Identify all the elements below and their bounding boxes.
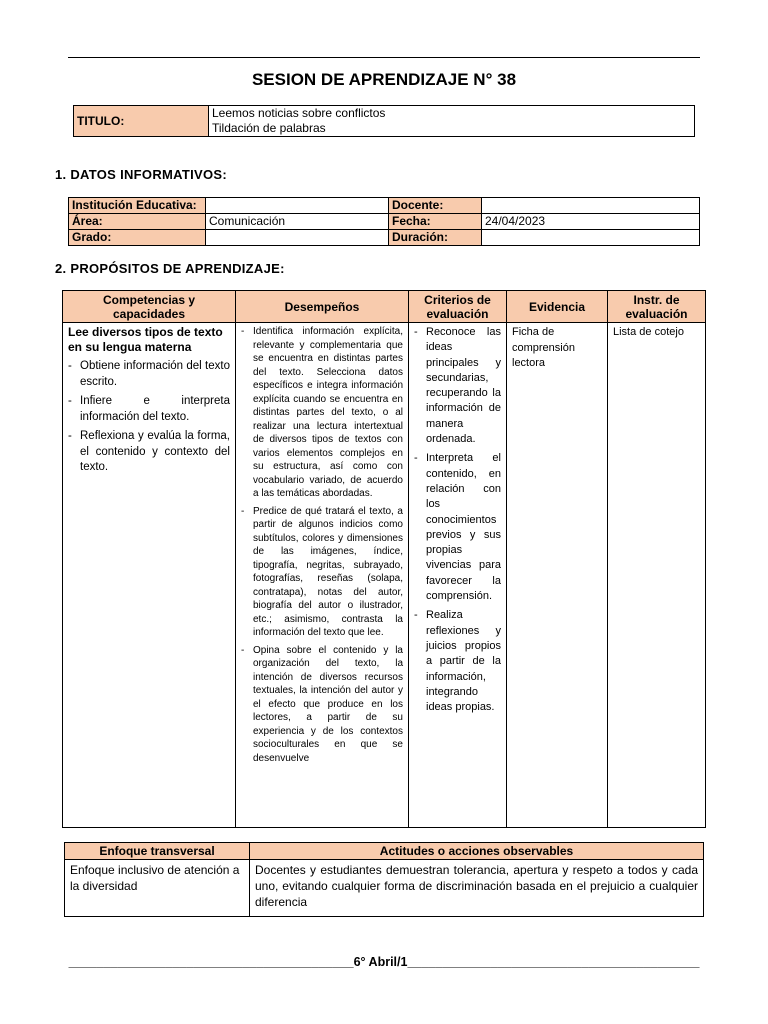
fecha-value: 24/04/2023 [482, 214, 700, 230]
criterios-list [414, 325, 501, 715]
section-2-heading: 2. PROPÓSITOS DE APRENDIZAJE: [55, 261, 285, 276]
header-enfoque: Enfoque transversal [65, 843, 250, 860]
header-evidencia: Evidencia [507, 291, 608, 323]
section-1-heading: 1. DATOS INFORMATIVOS: [55, 167, 227, 182]
enfoque-table [64, 842, 704, 917]
docente-label: Docente: [389, 198, 482, 214]
grado-label: Grado: [69, 230, 206, 246]
titulo-line-2: Tildación de palabras [209, 121, 695, 137]
evidencia-cell: Ficha de comprensión lectora [507, 323, 608, 828]
area-value: Comunicación [206, 214, 389, 230]
criterios-cell [409, 323, 507, 828]
fecha-label: Fecha: [389, 214, 482, 230]
list-item: - Predice de qué tratará el texto, a partir de algunos indicios como subtítulos, colores y dimensiones de las imágenes, índice, tipografía, negritas, subrayado, fotografías, reseñas (solapa, contratapa), notas del autor, biografía del autor o ilustrador, etc.; asimismo, contrasta la información del texto que lee. [241, 505, 403, 640]
titulo-line-1: Leemos noticias sobre conflictos [209, 106, 695, 122]
area-label: Área: [69, 214, 206, 230]
datos-table [68, 197, 700, 246]
header-instrumento: Instr. de evaluación [608, 291, 706, 323]
duracion-value [482, 230, 700, 246]
titulo-table [73, 105, 695, 137]
list-item: - Obtiene información del texto escrito. [68, 359, 230, 390]
list-item: - Interpreta el contenido, en relación con los conocimientos previos y sus propias vivencias para favorecer la comprensión. [414, 451, 501, 604]
list-item: - Opina sobre el contenido y la organización del texto, la intención de diversos recursos textuales, la intención del autor y el efecto que produce en los lectores, a partir de su experiencia y de los contextos socioculturales en que se desenvuelve [241, 644, 403, 766]
header-actitudes: Actitudes o acciones observables [250, 843, 704, 860]
header-desempenos: Desempeños [236, 291, 409, 323]
competencias-cell [63, 323, 236, 828]
header-criterios: Criterios de evaluación [409, 291, 507, 323]
actitudes-cell: Docentes y estudiantes demuestran tolerancia, apertura y respeto a todos y cada uno, evitando cualquier forma de discriminación basada en el prejuicio a cualquier diferencia [250, 860, 704, 917]
list-item: - Reconoce las ideas principales y secundarias, recuperando la información de manera ordenada. [414, 325, 501, 447]
list-item: - Realiza reflexiones y juicios propios a partir de la información, integrando ideas propias. [414, 608, 501, 715]
list-item: - Infiere e interpreta información del texto. [68, 394, 230, 425]
top-rule [68, 57, 700, 58]
desempenos-cell [236, 323, 409, 828]
grado-value [206, 230, 389, 246]
capacidades-list [68, 359, 230, 476]
list-item: - Reflexiona y evalúa la forma, el contenido y contexto del texto. [68, 429, 230, 476]
institucion-label: Institución Educativa: [69, 198, 206, 214]
competencia-title: Lee diversos tipos de texto en su lengua materna [68, 325, 223, 354]
duracion-label: Duración: [389, 230, 482, 246]
instrumento-cell: Lista de cotejo [608, 323, 706, 828]
desempenos-list [241, 325, 403, 765]
header-competencias: Competencias y capacidades [63, 291, 236, 323]
list-item: - Identifica información explícita, relevante y complementaria que se encuentra en distintas partes del texto. Selecciona datos específicos e integra información explícita cuando se encuentra en distintas partes del texto, o al realizar una lectura intertextual de diversos tipos de textos con varios elementos complejos en su estructura, así como con vocabulario variado, de acuerdo a las temáticas abordadas. [241, 325, 403, 501]
page-title: SESION DE APRENDIZAJE N° 38 [251, 70, 517, 89]
footer: _________________________________________6° Abril/1__________________________________________ [68, 955, 700, 969]
enfoque-cell: Enfoque inclusivo de atención a la diversidad [65, 860, 250, 917]
titulo-label: TITULO: [74, 106, 209, 137]
docente-value [482, 198, 700, 214]
institucion-value [206, 198, 389, 214]
propositos-table [62, 290, 706, 828]
